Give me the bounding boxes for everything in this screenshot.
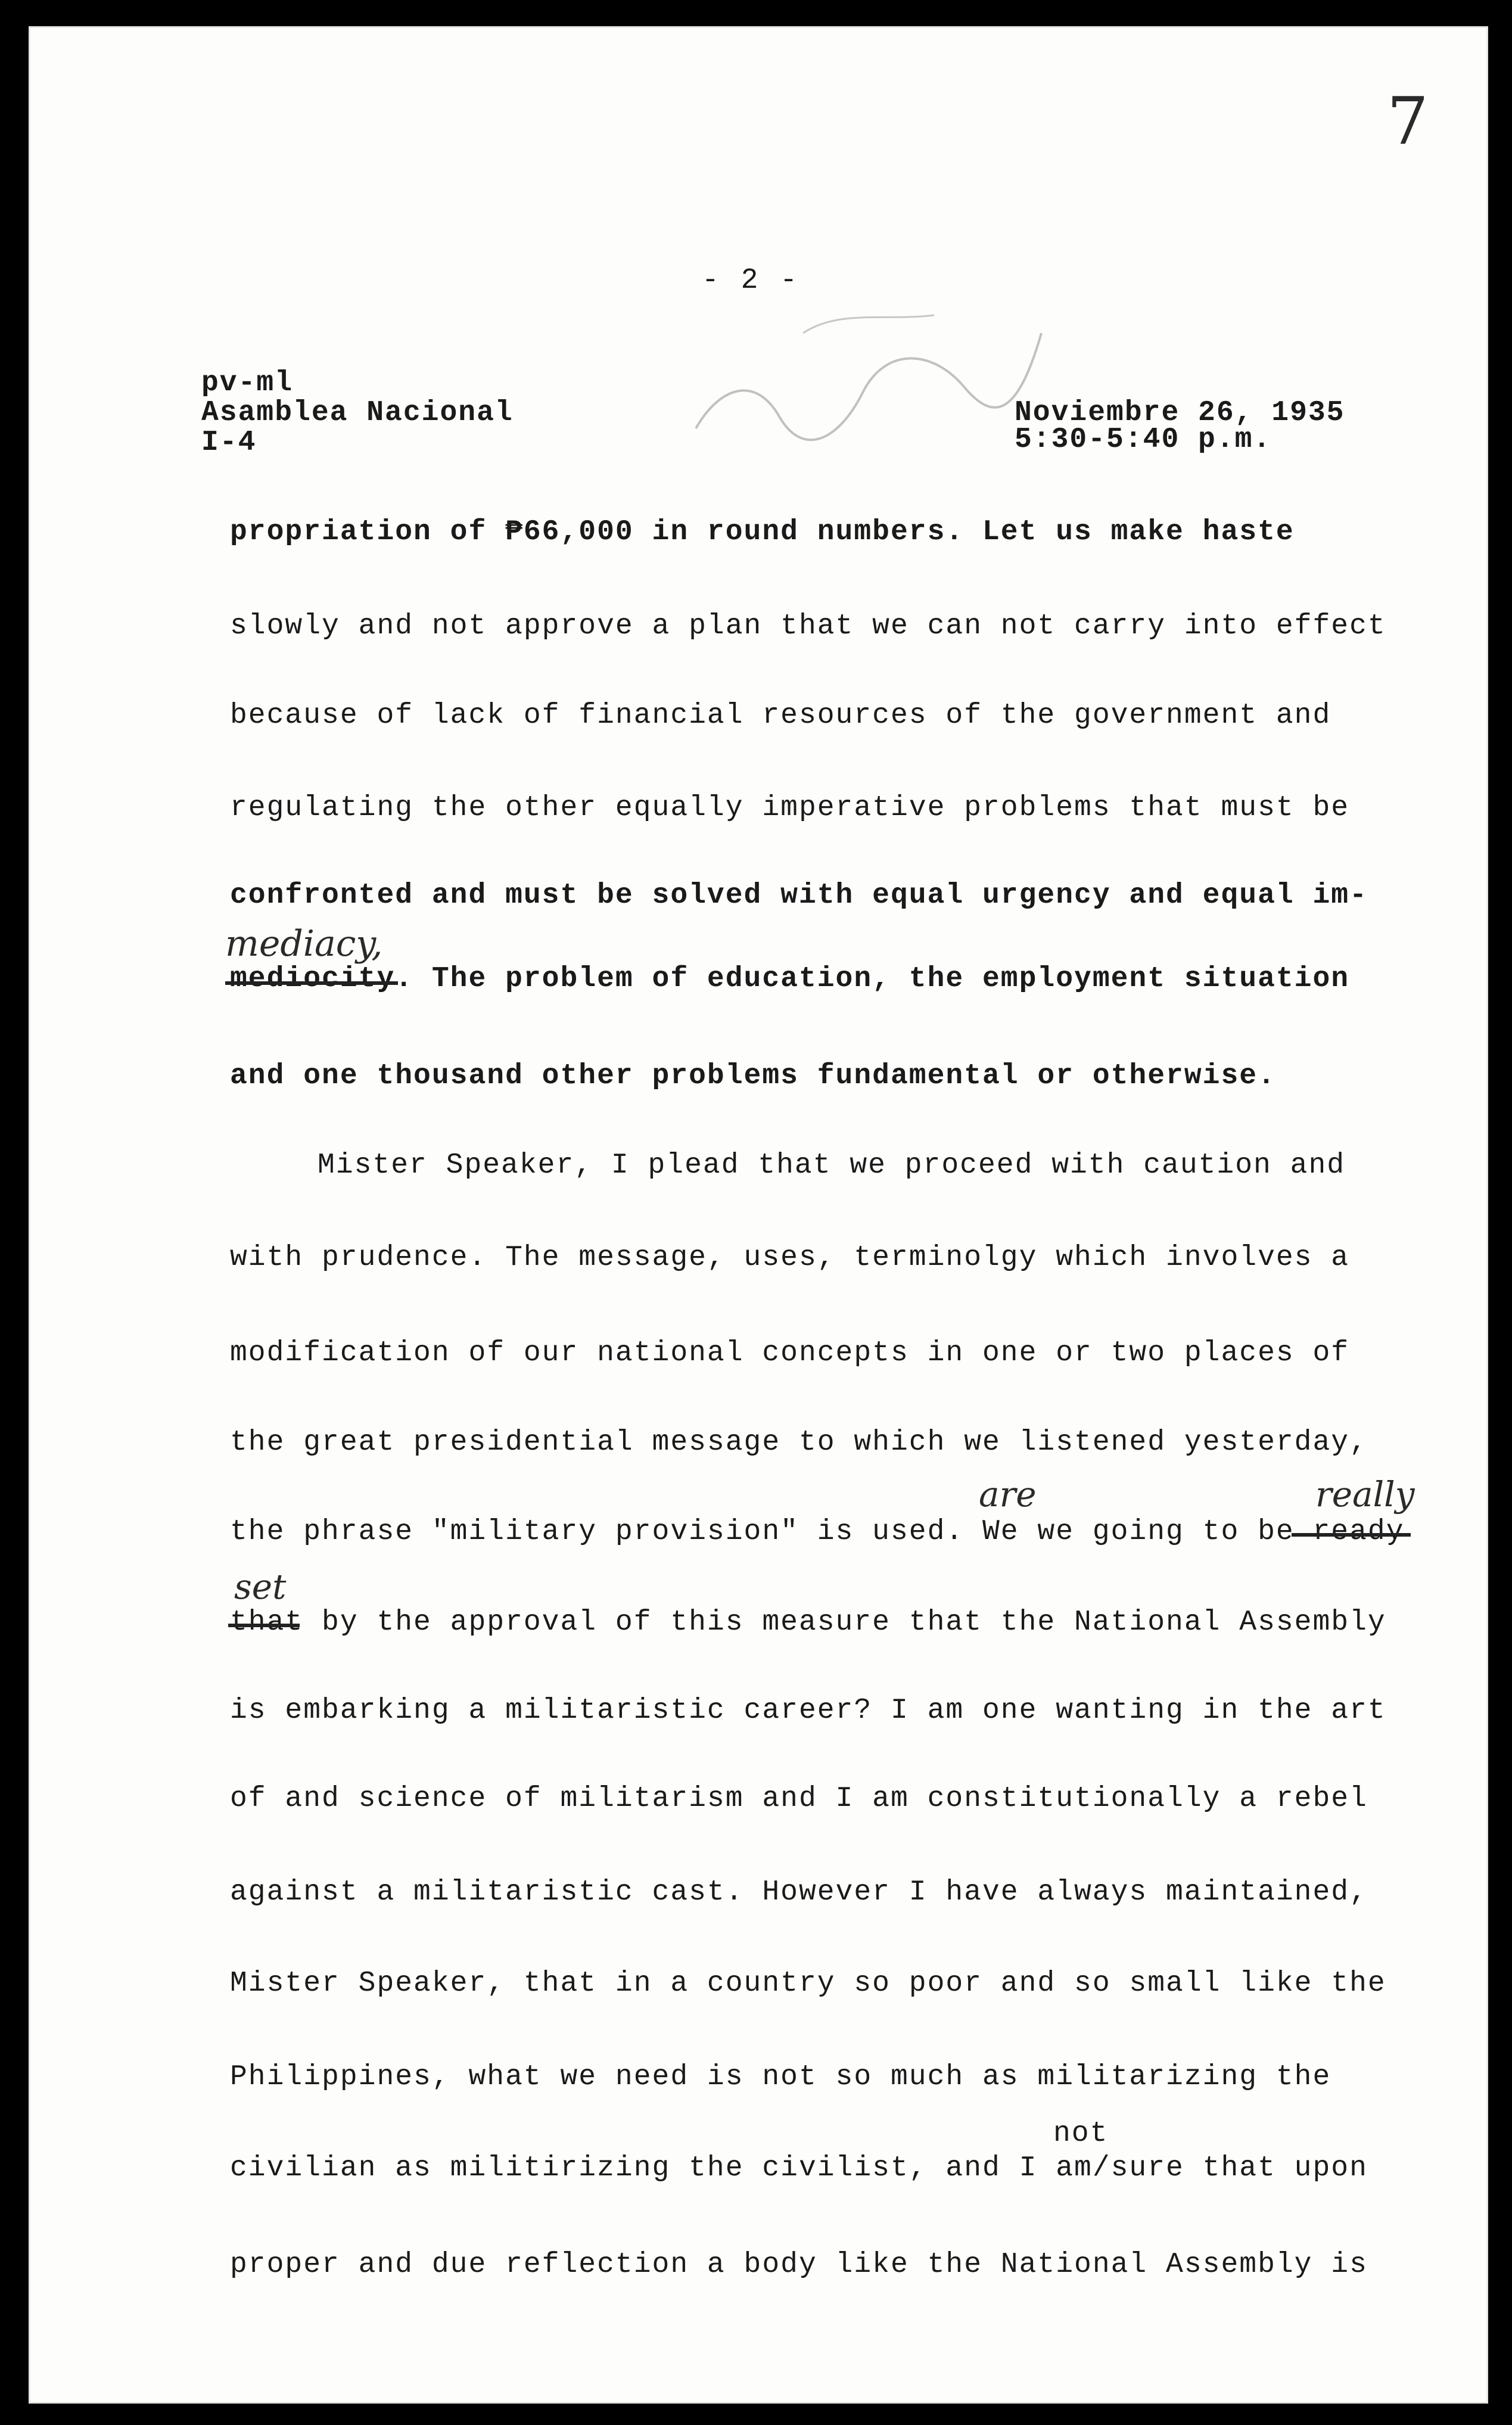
typed-insertion-not: not <box>1053 2118 1109 2150</box>
body-line: of and science of militarism and I am constitutionally a rebel <box>230 1783 1368 1815</box>
header-code: pv-ml <box>201 367 294 399</box>
handwritten-correction-set: set <box>234 1566 287 1607</box>
document-page <box>29 26 1488 2404</box>
header-section: I-4 <box>201 427 257 459</box>
body-line: against a militaristic cast. However I have always maintained, <box>230 1876 1368 1908</box>
body-line: modification of our national concepts in one or two places of <box>230 1337 1350 1369</box>
body-line: Mister Speaker, I plead that we proceed with caution and <box>318 1149 1346 1182</box>
body-line: and one thousand other problems fundamental or otherwise. <box>230 1060 1276 1092</box>
body-line: Philippines, what we need is not so much as militarizing the <box>230 2061 1331 2093</box>
strike-mediocity <box>225 980 398 987</box>
body-line: that by the approval of this measure that the National Assembly <box>230 1606 1386 1639</box>
body-line: proper and due reflection a body like the National Assembly is <box>230 2249 1368 2281</box>
header-time: 5:30-5:40 p.m. <box>1015 424 1272 456</box>
body-line: with prudence. The message, uses, terminolgy which involves a <box>230 1242 1350 1274</box>
handwritten-correction-mediacy: mediacy, <box>225 923 383 965</box>
body-line: is embarking a militaristic career? I am one wanting in the art <box>230 1695 1386 1727</box>
body-line: confronted and must be solved with equal urgency and equal im- <box>230 879 1368 912</box>
folio-number: 7 <box>1387 83 1429 159</box>
body-line: the great presidential message to which we listened yesterday, <box>230 1426 1368 1459</box>
handwritten-correction-are: are <box>979 1474 1037 1515</box>
strike-ready <box>1292 1531 1411 1538</box>
header-assembly: Asamblea Nacional <box>201 397 514 429</box>
body-line: the phrase "military provision" is used. We we going to be ready <box>230 1516 1405 1548</box>
body-line: slowly and not approve a plan that we can not carry into effect <box>230 610 1386 642</box>
body-line: regulating the other equally imperative problems that must be <box>230 792 1350 824</box>
strike-that <box>228 1622 300 1629</box>
body-line: propriation of ₱66,000 in round numbers. Let us make haste <box>230 516 1295 548</box>
body-line: because of lack of financial resources of the government and <box>230 699 1331 732</box>
body-line: Mister Speaker, that in a country so poor and so small like the <box>230 1967 1386 2000</box>
body-line: civilian as militirizing the civilist, and I am/sure that upon <box>230 2152 1368 2184</box>
page-number: - 2 - <box>702 265 800 297</box>
pencil-scribble <box>684 297 1065 476</box>
handwritten-correction-really: really <box>1315 1474 1415 1515</box>
header-date: Noviembre 26, 1935 <box>1015 397 1345 429</box>
body-line: mediocity. The problem of education, the employment situation <box>230 963 1350 995</box>
